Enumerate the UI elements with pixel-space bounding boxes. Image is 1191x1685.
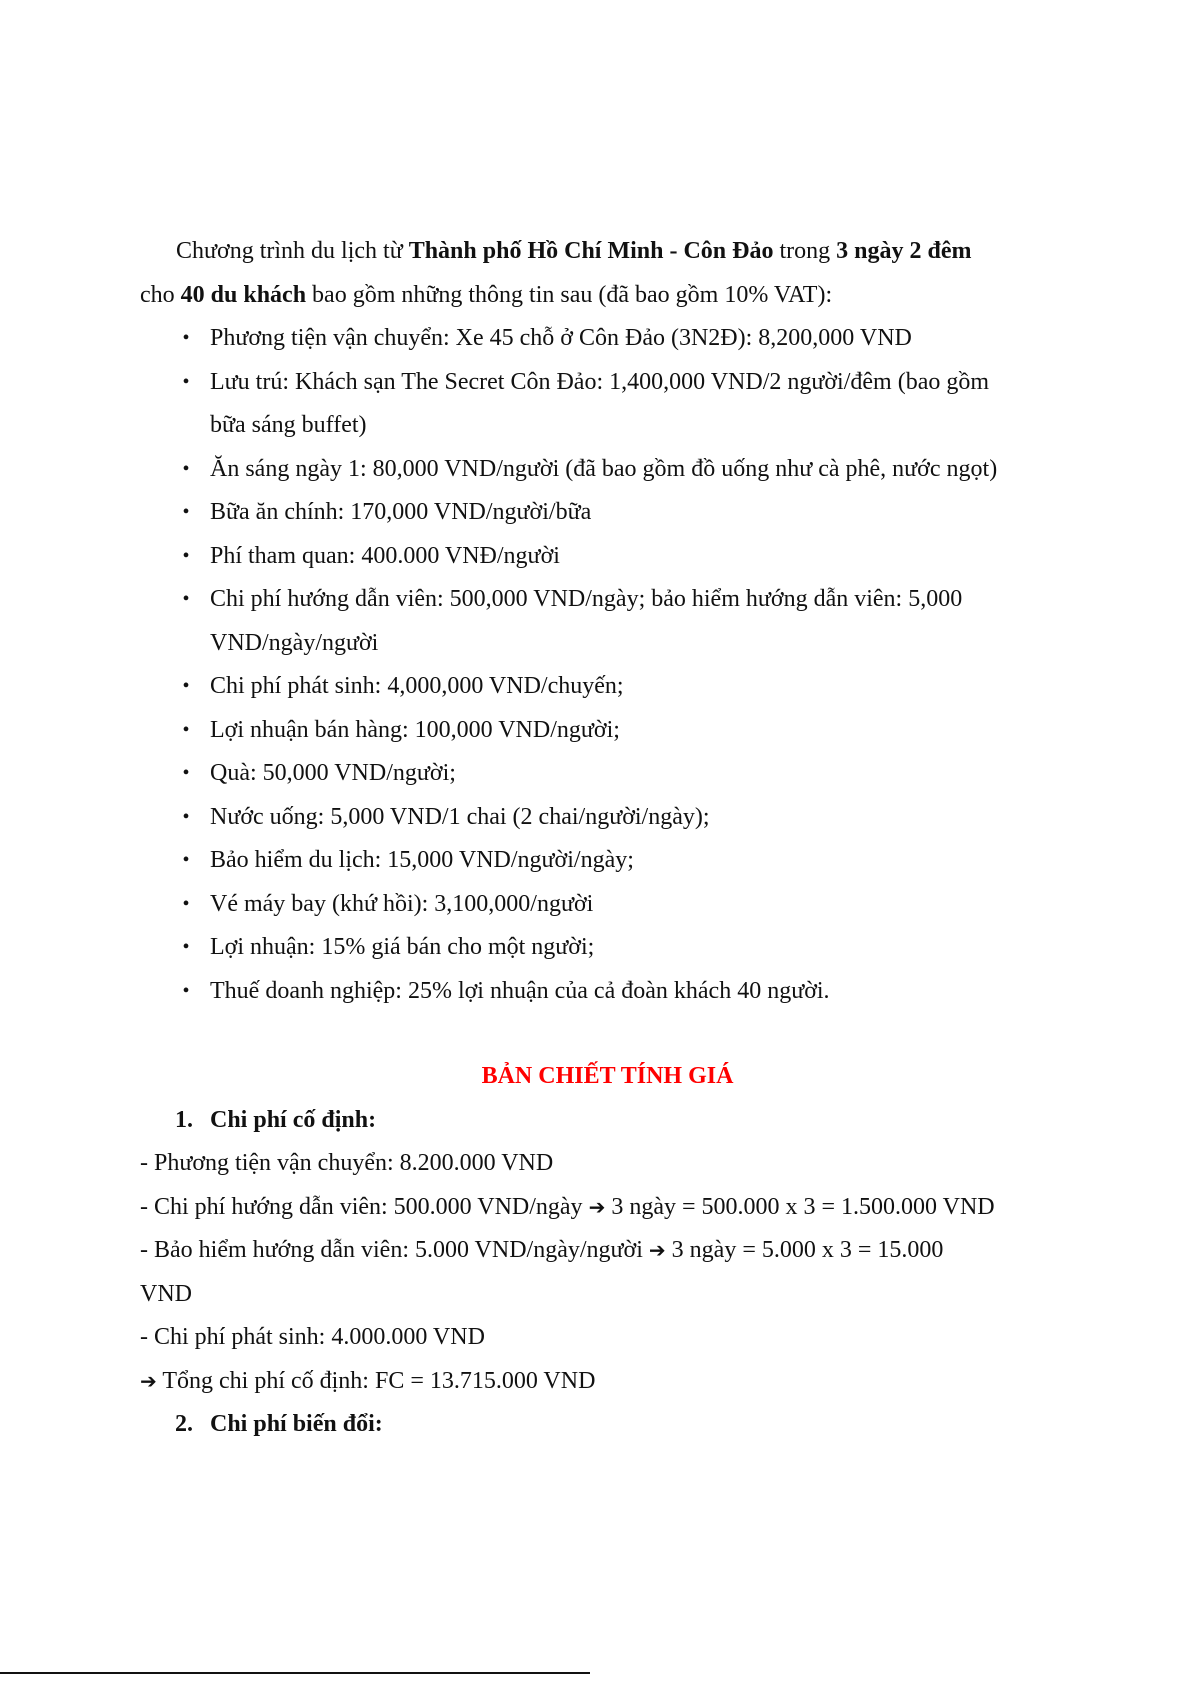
fixed-cost-transport: - Phương tiện vận chuyển: 8.200.000 VND <box>140 1150 554 1176</box>
cost-item <box>140 709 1075 753</box>
fixed-cost-guide-insurance-cont: VND <box>140 1280 192 1307</box>
fixed-cost-total <box>140 1360 1075 1404</box>
bullet-icon: • <box>182 762 190 784</box>
fixed-cost-heading <box>140 1099 1075 1143</box>
cost-item <box>140 970 1075 1014</box>
intro-text: bao gồm những thông tin sau (đã bao gồm 10% VAT): <box>306 281 833 308</box>
arrow-icon: ➔ <box>140 1368 157 1393</box>
intro-text: cho <box>140 281 181 308</box>
cost-item-text-cont: VND/ngày/người <box>210 629 379 656</box>
cost-item <box>140 752 1075 796</box>
cost-item-text: Chi phí hướng dẫn viên: 500,000 VND/ngày; bảo hiểm hướng dẫn viên: 5,000 <box>210 586 963 612</box>
cost-item-text: Bảo hiểm du lịch: 15,000 VND/người/ngày; <box>210 847 634 873</box>
cost-item-text: Phí tham quan: 400.000 VNĐ/người <box>210 542 560 569</box>
fixed-cost-incidental: - Chi phí phát sinh: 4.000.000 VND <box>140 1324 485 1350</box>
cost-item-text: Thuế doanh nghiệp: 25% lợi nhuận của cả đoàn khách 40 người. <box>210 977 830 1004</box>
bullet-icon: • <box>182 979 190 1002</box>
line-text: Tổng chi phí cố định: FC = 13.715.000 VND <box>156 1367 596 1394</box>
cost-item-text: Phương tiện vận chuyển: Xe 45 chỗ ở Côn Đảo (3N2Đ): 8,200,000 VND <box>210 325 912 351</box>
bullet-icon: • <box>182 327 190 349</box>
cost-item <box>140 926 1075 970</box>
cost-item-text: Bữa ăn chính: 170,000 VND/người/bữa <box>210 499 592 525</box>
bullet-icon: • <box>182 805 190 828</box>
document-body <box>140 230 1075 1447</box>
cost-item <box>140 535 1075 579</box>
intro-line-2 <box>140 274 1075 318</box>
cost-item-text: Vé máy bay (khứ hồi): 3,100,000/người <box>210 890 594 917</box>
bullet-icon: • <box>182 544 190 567</box>
bullet-icon: • <box>182 892 190 915</box>
bullet-icon: • <box>182 501 190 523</box>
trip-duration: 3 ngày 2 đêm <box>836 238 972 264</box>
line-text: 3 ngày = 5.000 x 3 = 15.000 <box>665 1237 944 1263</box>
list-number: 2. <box>175 1411 193 1437</box>
footer-rule <box>0 1672 590 1674</box>
heading-text: Chi phí biến đổi: <box>210 1411 383 1437</box>
bullet-icon: • <box>182 718 190 741</box>
cost-item-text: Nước uống: 5,000 VND/1 chai (2 chai/người/ngày); <box>210 803 710 830</box>
cost-item <box>140 317 1075 361</box>
heading-text: Chi phí cố định: <box>210 1106 377 1133</box>
list-number: 1. <box>175 1106 193 1133</box>
cost-item-text: Chi phí phát sinh: 4,000,000 VND/chuyến; <box>210 673 624 699</box>
bullet-icon: • <box>182 675 190 697</box>
line-text: - Bảo hiểm hướng dẫn viên: 5.000 VND/ngày/người <box>140 1237 649 1263</box>
intro-paragraph <box>140 230 1075 317</box>
cost-item <box>140 839 1075 883</box>
variable-cost-heading <box>140 1403 1075 1447</box>
cost-item-text: Quà: 50,000 VND/người; <box>210 760 456 786</box>
bullet-icon: • <box>182 849 190 871</box>
group-size: 40 du khách <box>180 281 307 308</box>
cost-item <box>140 448 1075 492</box>
cost-item <box>140 883 1075 927</box>
intro-line-1 <box>140 230 1075 274</box>
arrow-icon: ➔ <box>648 1238 666 1262</box>
bullet-icon: • <box>182 370 190 393</box>
fixed-cost-guide <box>140 1186 1075 1230</box>
cost-item <box>140 796 1075 840</box>
section-title: BẢN CHIẾT TÍNH GIÁ <box>481 1063 734 1089</box>
bullet-icon: • <box>182 588 190 610</box>
intro-text: Chương trình du lịch từ <box>176 238 409 264</box>
route-name: Thành phố Hồ Chí Minh - Côn Đảo <box>408 238 774 264</box>
bullet-icon: • <box>182 936 190 958</box>
cost-item-text: Ăn sáng ngày 1: 80,000 VND/người (đã bao gồm đồ uống như cà phê, nước ngọt) <box>210 455 998 482</box>
cost-item-text: Lưu trú: Khách sạn The Secret Côn Đảo: 1,400,000 VND/2 người/đêm (bao gồm <box>210 368 990 395</box>
fixed-cost-guide-insurance <box>140 1229 1075 1273</box>
cost-item <box>140 491 1075 535</box>
arrow-icon: ➔ <box>588 1194 606 1219</box>
cost-item-text: Lợi nhuận bán hàng: 100,000 VND/người; <box>210 716 620 743</box>
cost-items-list <box>140 317 1075 1013</box>
line-text: 3 ngày = 500.000 x 3 = 1.500.000 VND <box>605 1193 995 1220</box>
cost-item-text: Lợi nhuận: 15% giá bán cho một người; <box>210 934 595 960</box>
intro-text: trong <box>773 238 837 264</box>
cost-item <box>140 578 1075 665</box>
bullet-icon: • <box>182 457 190 480</box>
line-text: - Chi phí hướng dẫn viên: 500.000 VND/ngày <box>140 1193 589 1220</box>
cost-item <box>140 665 1075 709</box>
cost-item-text-cont: bữa sáng buffet) <box>210 412 367 438</box>
cost-item <box>140 361 1075 448</box>
